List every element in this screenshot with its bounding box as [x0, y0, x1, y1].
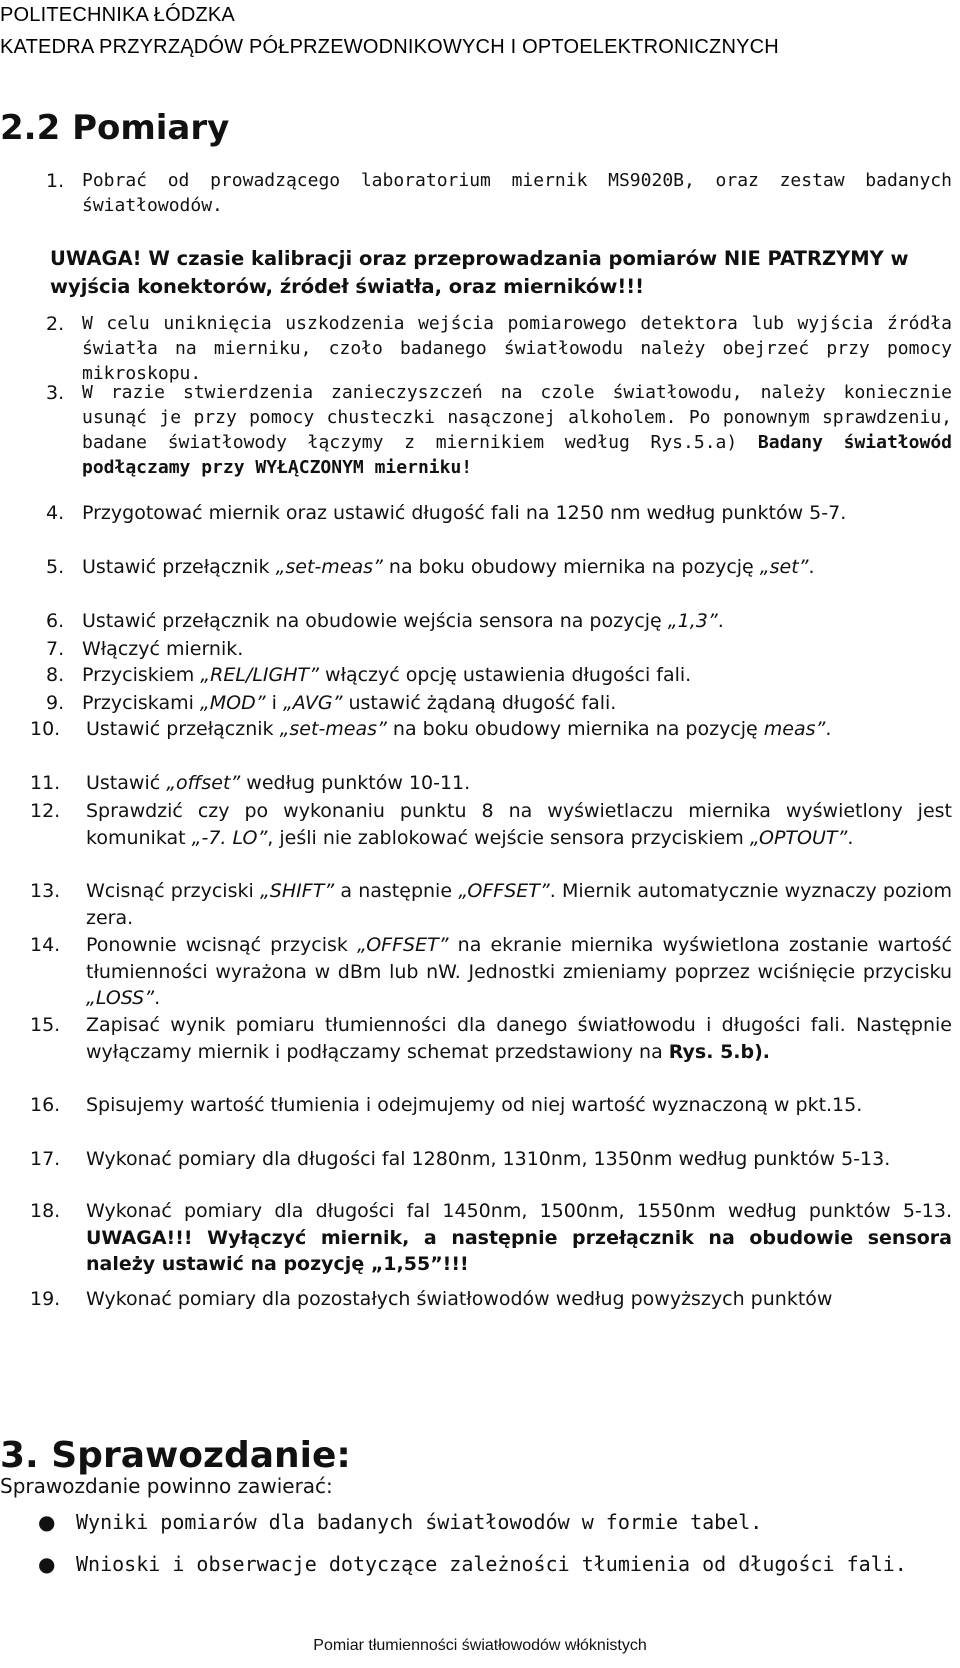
step-text: Przyciskami „MOD” i „AVG” ustawić żądaną długość fali.: [82, 692, 617, 714]
section-title-3: 3. Sprawozdanie:: [0, 1435, 351, 1476]
institution-name: POLITECHNIKA ŁÓDZKA: [0, 4, 235, 26]
step-text: Przyciskiem „REL/LIGHT” włączyć opcję ustawienia długości fali.: [82, 664, 692, 686]
step-number: 5.: [46, 556, 65, 578]
step-text: Przygotować miernik oraz ustawić długość fali na 1250 nm według punktów 5-7.: [82, 502, 847, 524]
step-number: 7.: [46, 638, 65, 660]
step-number: 1.: [46, 170, 65, 192]
report-intro: Sprawozdanie powinno zawierać:: [0, 1474, 333, 1498]
step-number: 18.: [30, 1200, 61, 1222]
step-number: 9.: [46, 692, 65, 714]
step-number: 17.: [30, 1148, 61, 1170]
step-number: 16.: [30, 1094, 61, 1116]
step-number: 8.: [46, 664, 65, 686]
step-text: Zapisać wynik pomiaru tłumienności dla danego światłowodu i długości fali. Następnie wyłączamy miernik i podłączamy schemat przedstawiony na Rys. 5.b).: [86, 1014, 952, 1063]
step-number: 15.: [30, 1014, 61, 1036]
page-footer: Pomiar tłumienności światłowodów włóknistych: [313, 1637, 647, 1654]
step-number: 6.: [46, 610, 65, 632]
step-text: Wykonać pomiary dla pozostałych światłowodów według powyższych punktów: [86, 1288, 833, 1310]
step-number: 2.: [46, 313, 65, 335]
step-text: Włączyć miernik.: [82, 638, 244, 660]
step-number: 10.: [30, 718, 61, 740]
department-name: KATEDRA PRZYRZĄDÓW PÓŁPRZEWODNIKOWYCH I OPTOELEKTRONICZNYCH: [0, 36, 779, 58]
bullet-icon: ●: [38, 1510, 56, 1534]
step-text: Ustawić „offset” według punktów 10-11.: [86, 772, 471, 794]
step-text: W razie stwierdzenia zanieczyszczeń na czole światłowodu, należy koniecznie usunąć je przy pomocy chusteczki nasączonej alkoholem. Po ponownym sprawdzeniu, badane światłowody łączymy z miernikiem według Rys.5.a) Badany światłowód podłączamy przy WYŁĄCZONYM mierniku!: [82, 382, 952, 478]
step-number: 12.: [30, 800, 61, 822]
safety-warning: UWAGA! W czasie kalibracji oraz przeprowadzania pomiarów NIE PATRZYMY w wyjścia konektorów, źródeł światła, oraz mierników!!!: [50, 247, 909, 298]
step-text: Wykonać pomiary dla długości fal 1280nm, 1310nm, 1350nm według punktów 5-13.: [86, 1148, 891, 1170]
step-number: 11.: [30, 772, 61, 794]
step-text: Wcisnąć przyciski „SHIFT” a następnie „OFFSET”. Miernik automatycznie wyznaczy poziom zera.: [86, 880, 952, 929]
bullet-icon: ●: [38, 1552, 56, 1576]
bullet-text: Wyniki pomiarów dla badanych światłowodów w formie tabel.: [76, 1510, 763, 1534]
bullet-text: Wnioski i obserwacje dotyczące zależności tłumienia od długości fali.: [76, 1552, 907, 1576]
step-number: 3.: [46, 382, 65, 404]
step-text: Ustawić przełącznik na obudowie wejścia sensora na pozycję „1,3”.: [82, 610, 724, 632]
step-text: Ponownie wcisnąć przycisk „OFFSET” na ekranie miernika wyświetlona zostanie wartość tłumienności wyrażona w dBm lub nW. Jednostki zmieniamy poprzez wciśnięcie przycisku „LOSS”.: [86, 934, 952, 1009]
step-text: Wykonać pomiary dla długości fal 1450nm, 1500nm, 1550nm według punktów 5-13. UWAGA!!! Wyłączyć miernik, a następnie przełącznik na obudowie sensora należy ustawić na pozycję „1,55”!!!: [86, 1200, 952, 1275]
step-text: Ustawić przełącznik „set-meas” na boku obudowy miernika na pozycję „set”.: [82, 556, 815, 578]
step-text: Spisujemy wartość tłumienia i odejmujemy od niej wartość wyznaczoną w pkt.15.: [86, 1094, 863, 1116]
step-number: 19.: [30, 1288, 61, 1310]
step-number: 13.: [30, 880, 61, 902]
step-text: W celu uniknięcia uszkodzenia wejścia pomiarowego detektora lub wyjścia źródła światła na mierniku, czoło badanego światłowodu należy obejrzeć przy pomocy mikroskopu.: [82, 313, 952, 384]
step-text: Sprawdzić czy po wykonaniu punktu 8 na wyświetlaczu miernika wyświetlony jest komunikat „-7. LO”, jeśli nie zablokować wejście sensora przyciskiem „OPTOUT”.: [86, 800, 952, 849]
step-number: 4.: [46, 502, 65, 524]
step-text: Ustawić przełącznik „set-meas” na boku obudowy miernika na pozycję meas”.: [86, 718, 832, 740]
step-text: Pobrać od prowadzącego laboratorium miernik MS9020B, oraz zestaw badanych światłowodów.: [82, 170, 952, 216]
step-number: 14.: [30, 934, 61, 956]
section-title-2-2: 2.2 Pomiary: [0, 108, 230, 148]
